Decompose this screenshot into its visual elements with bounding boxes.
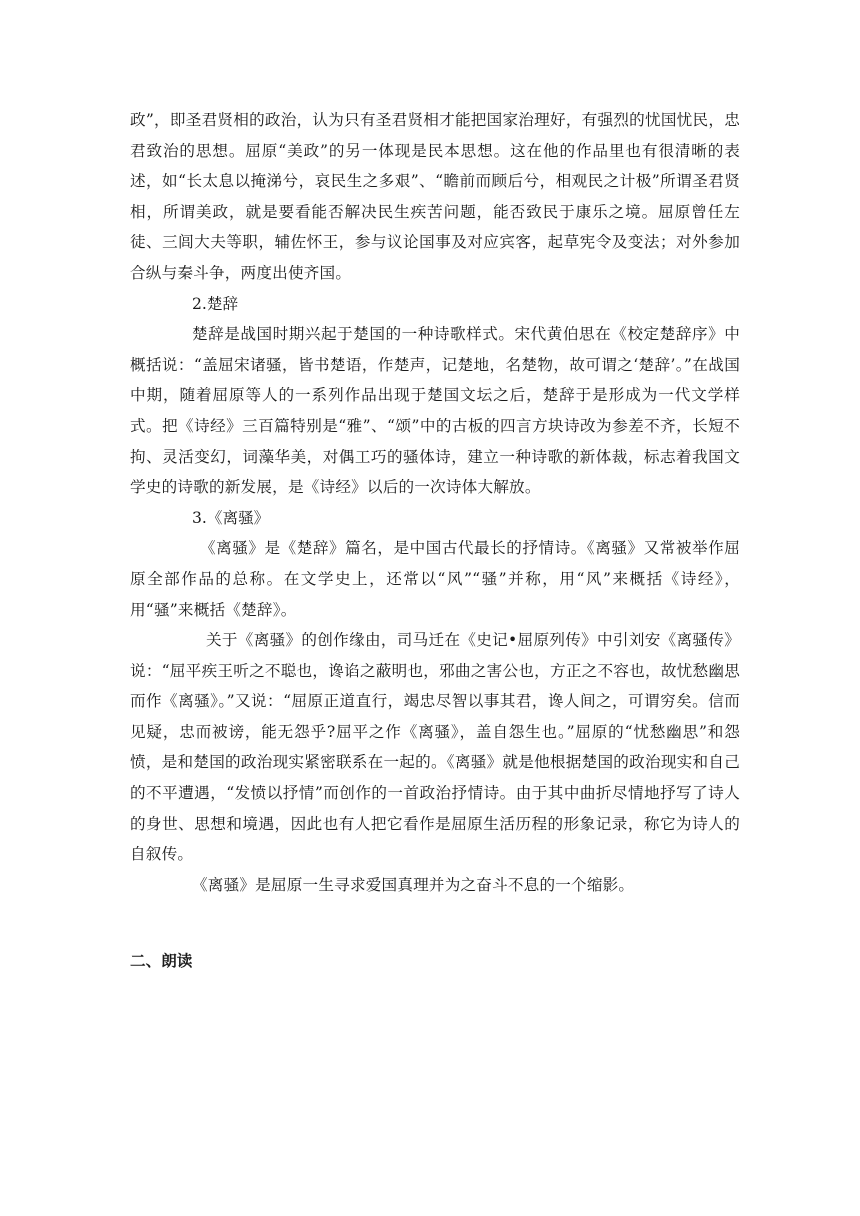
document-body: [130, 105, 740, 977]
paragraph-lisao-summary: 《离骚》是屈原一生寻求爱国真理并为之奋斗不息的一个缩影。: [192, 875, 635, 894]
subheading-lisao: 3.《离骚》: [192, 508, 270, 527]
subheading-chuci: 2.楚辞: [192, 294, 239, 313]
paragraph-qu-yuan-politics: 政”，即圣君贤相的政治，认为只有圣君贤相才能把国家治理好，有强烈的忧国忧民，忠君致治的思想。屈原“美政”的另一体现是民本思想。这在他的作品里也有很清晰的表述，如“长太息以掩涕兮，哀民生之多艰”、“瞻前而顾后兮，相观民之计极”所谓圣君贤相，所谓美政，就是要看能否解决民生疾苦问题，能否致民于康乐之境。屈原曾任左徒、三闾大夫等职，辅佐怀王，参与议论国事及对应宾客，起草宪令及变法；对外参加合纵与秦斗争，两度出使齐国。: [130, 111, 740, 282]
section-heading-reading: 二、朗读: [130, 952, 193, 971]
paragraph-lisao-origin: 关于《离骚》的创作缘由，司马迁在《史记•屈原列传》中引刘安《离骚传》说：“屈平疾王听之不聪也，谗谄之蔽明也，邪曲之害公也，方正之不容也，故忧愁幽思而作《离骚》。”又说：“屈原正道直行，竭忠尽智以事其君，谗人间之，可谓穷矣。信而见疑，忠而被谤，能无怨乎?屈平之作《离骚》，盖自怨生也。”屈原的“忧愁幽思”和怨愤，是和楚国的政治现实紧密联系在一起的。《离骚》就是他根据楚国的政治现实和自己的不平遭遇，“发愤以抒情”而创作的一首政治抒情诗。由于其中曲折尽情地抒写了诗人的身世、思想和境遇，因此也有人把它看作是屈原生活历程的形象记录，称它为诗人的自叙传。: [130, 631, 740, 864]
paragraph-chuci: 楚辞是战国时期兴起于楚国的一种诗歌样式。宋代黄伯思在《校定楚辞序》中概括说：“盖屈宋诸骚，皆书楚语，作楚声，记楚地，名楚物，故可谓之‘楚辞’。”在战国中期，随着屈原等人的一系列作品出现于楚国文坛之后，楚辞于是形成为一代文学样式。把《诗经》三百篇特别是“雅”、“颂”中的古板的四言方块诗改为参差不齐，长短不拘、灵活变幻，词藻华美，对偶工巧的骚体诗，建立一种诗歌的新体裁，标志着我国文学史的诗歌的新发展，是《诗经》以后的一次诗体大解放。: [130, 325, 740, 497]
paragraph-lisao-intro: 《离骚》是《楚辞》篇名，是中国古代最长的抒情诗。《离骚》又常被举作屈原全部作品的总称。在文学史上，还常以“风”“骚”并称，用“风”来概括《诗经》，用“骚”来概括《楚辞》。: [130, 539, 740, 619]
